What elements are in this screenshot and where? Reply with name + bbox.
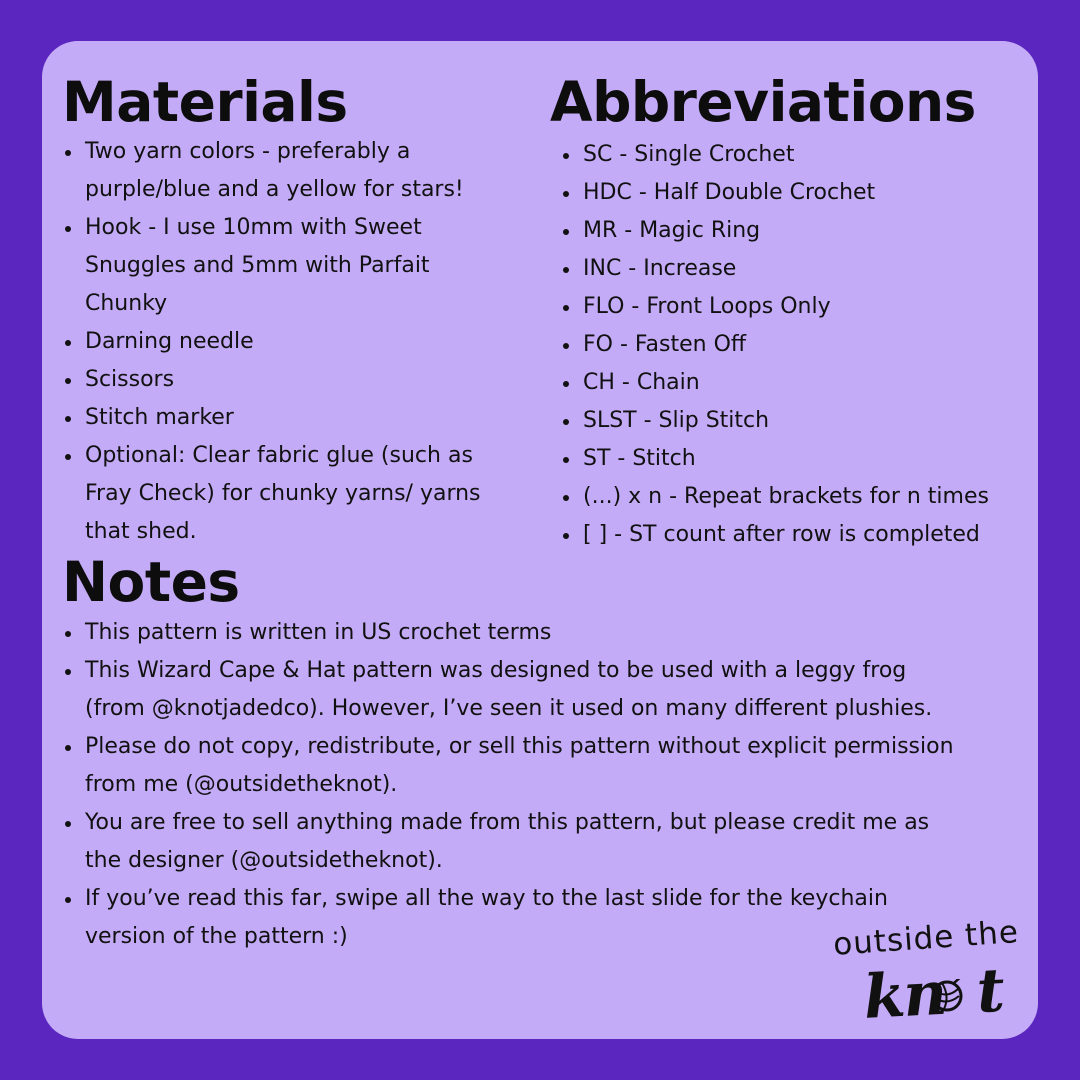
list-item: HDC - Half Double Crochet [560,174,1030,212]
list-item: Please do not copy, redistribute, or sell this pattern without explicit permission from me (@outsidetheknot). [62,728,1012,804]
list-item: (...) x n - Repeat brackets for n times [560,478,1030,516]
materials-heading: Materials [62,70,348,134]
list-item: FLO - Front Loops Only [560,288,1030,326]
list-item: SC - Single Crochet [560,136,1030,174]
list-item: FO - Fasten Off [560,326,1030,364]
list-item: If you’ve read this far, swipe all the way to the last slide for the keychain version of the pattern :) [62,880,1012,956]
list-item: Darning needle [62,323,532,361]
list-item: ST - Stitch [560,440,1030,478]
list-item: You are free to sell anything made from this pattern, but please credit me as the designer (@outsidetheknot). [62,804,1012,880]
yarn-ball-icon [930,979,964,1013]
list-item: MR - Magic Ring [560,212,1030,250]
list-item: This pattern is written in US crochet terms [62,614,1012,652]
list-item: Stitch marker [62,399,532,437]
outside-the-knot-logo [832,914,1032,1037]
list-item: INC - Increase [560,250,1030,288]
notes-heading: Notes [62,550,240,614]
list-item: Two yarn colors - preferably a purple/blue and a yellow for stars! [62,133,532,209]
list-item: CH - Chain [560,364,1030,402]
logo-line-1: outside the [832,914,1021,963]
content-card [42,41,1038,1039]
list-item: Scissors [62,361,532,399]
materials-list [62,133,532,551]
list-item: Optional: Clear fabric glue (such as Fray Check) for chunky yarns/ yarns that shed. [62,437,532,551]
abbreviations-heading: Abbreviations [550,70,976,134]
logo-line-2-prefix: kn [862,958,947,1033]
notes-list [62,614,1012,956]
list-item: Hook - I use 10mm with Sweet Snuggles and 5mm with Parfait Chunky [62,209,532,323]
list-item: This Wizard Cape & Hat pattern was designed to be used with a leggy frog (from @knotjadedco). However, I’ve seen it used on many different plushies. [62,652,1012,728]
abbreviations-list [560,136,1030,554]
list-item: [ ] - ST count after row is completed [560,516,1030,554]
list-item: SLST - Slip Stitch [560,402,1030,440]
logo-line-2-suffix: t [975,955,1005,1027]
